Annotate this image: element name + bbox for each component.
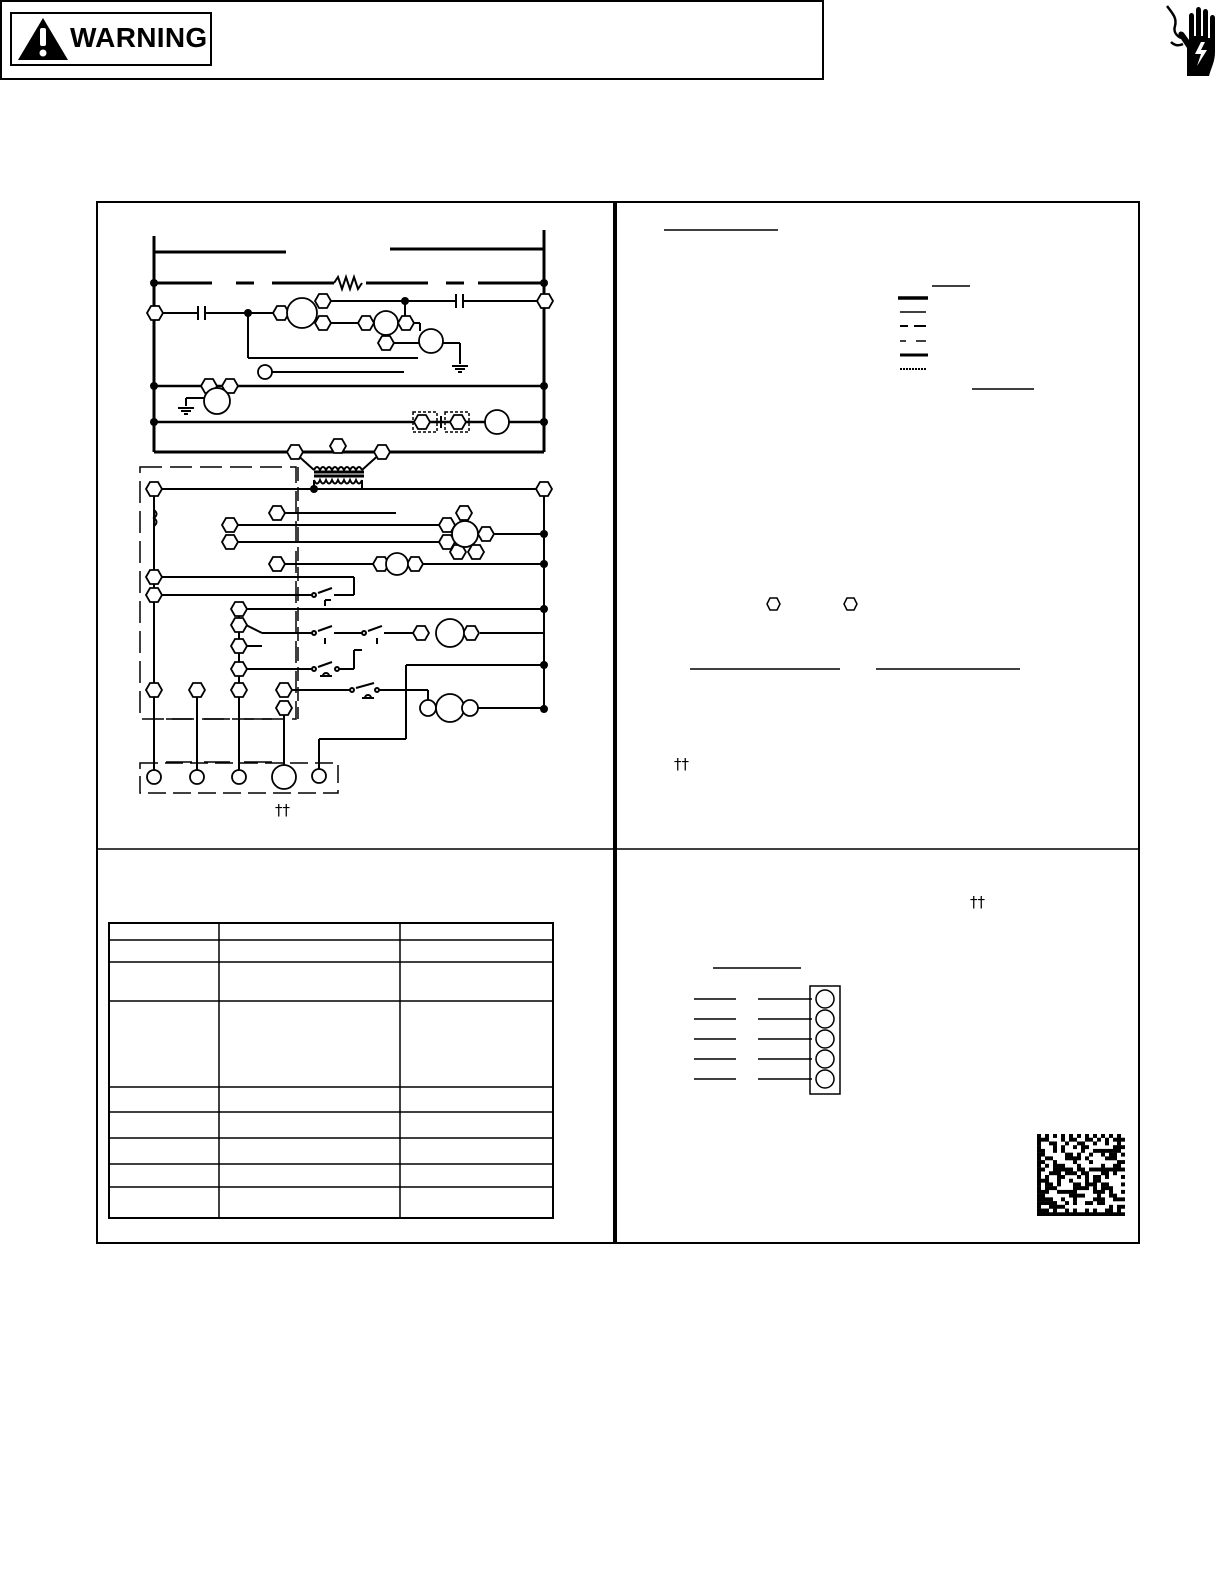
dagger-note-symbol: †† <box>275 801 290 819</box>
data-matrix-code <box>1037 1134 1125 1216</box>
dagger-note-symbol-right: †† <box>674 755 689 773</box>
warning-text: WARNING <box>70 22 208 53</box>
dagger-note-symbol-connector: †† <box>970 893 985 911</box>
